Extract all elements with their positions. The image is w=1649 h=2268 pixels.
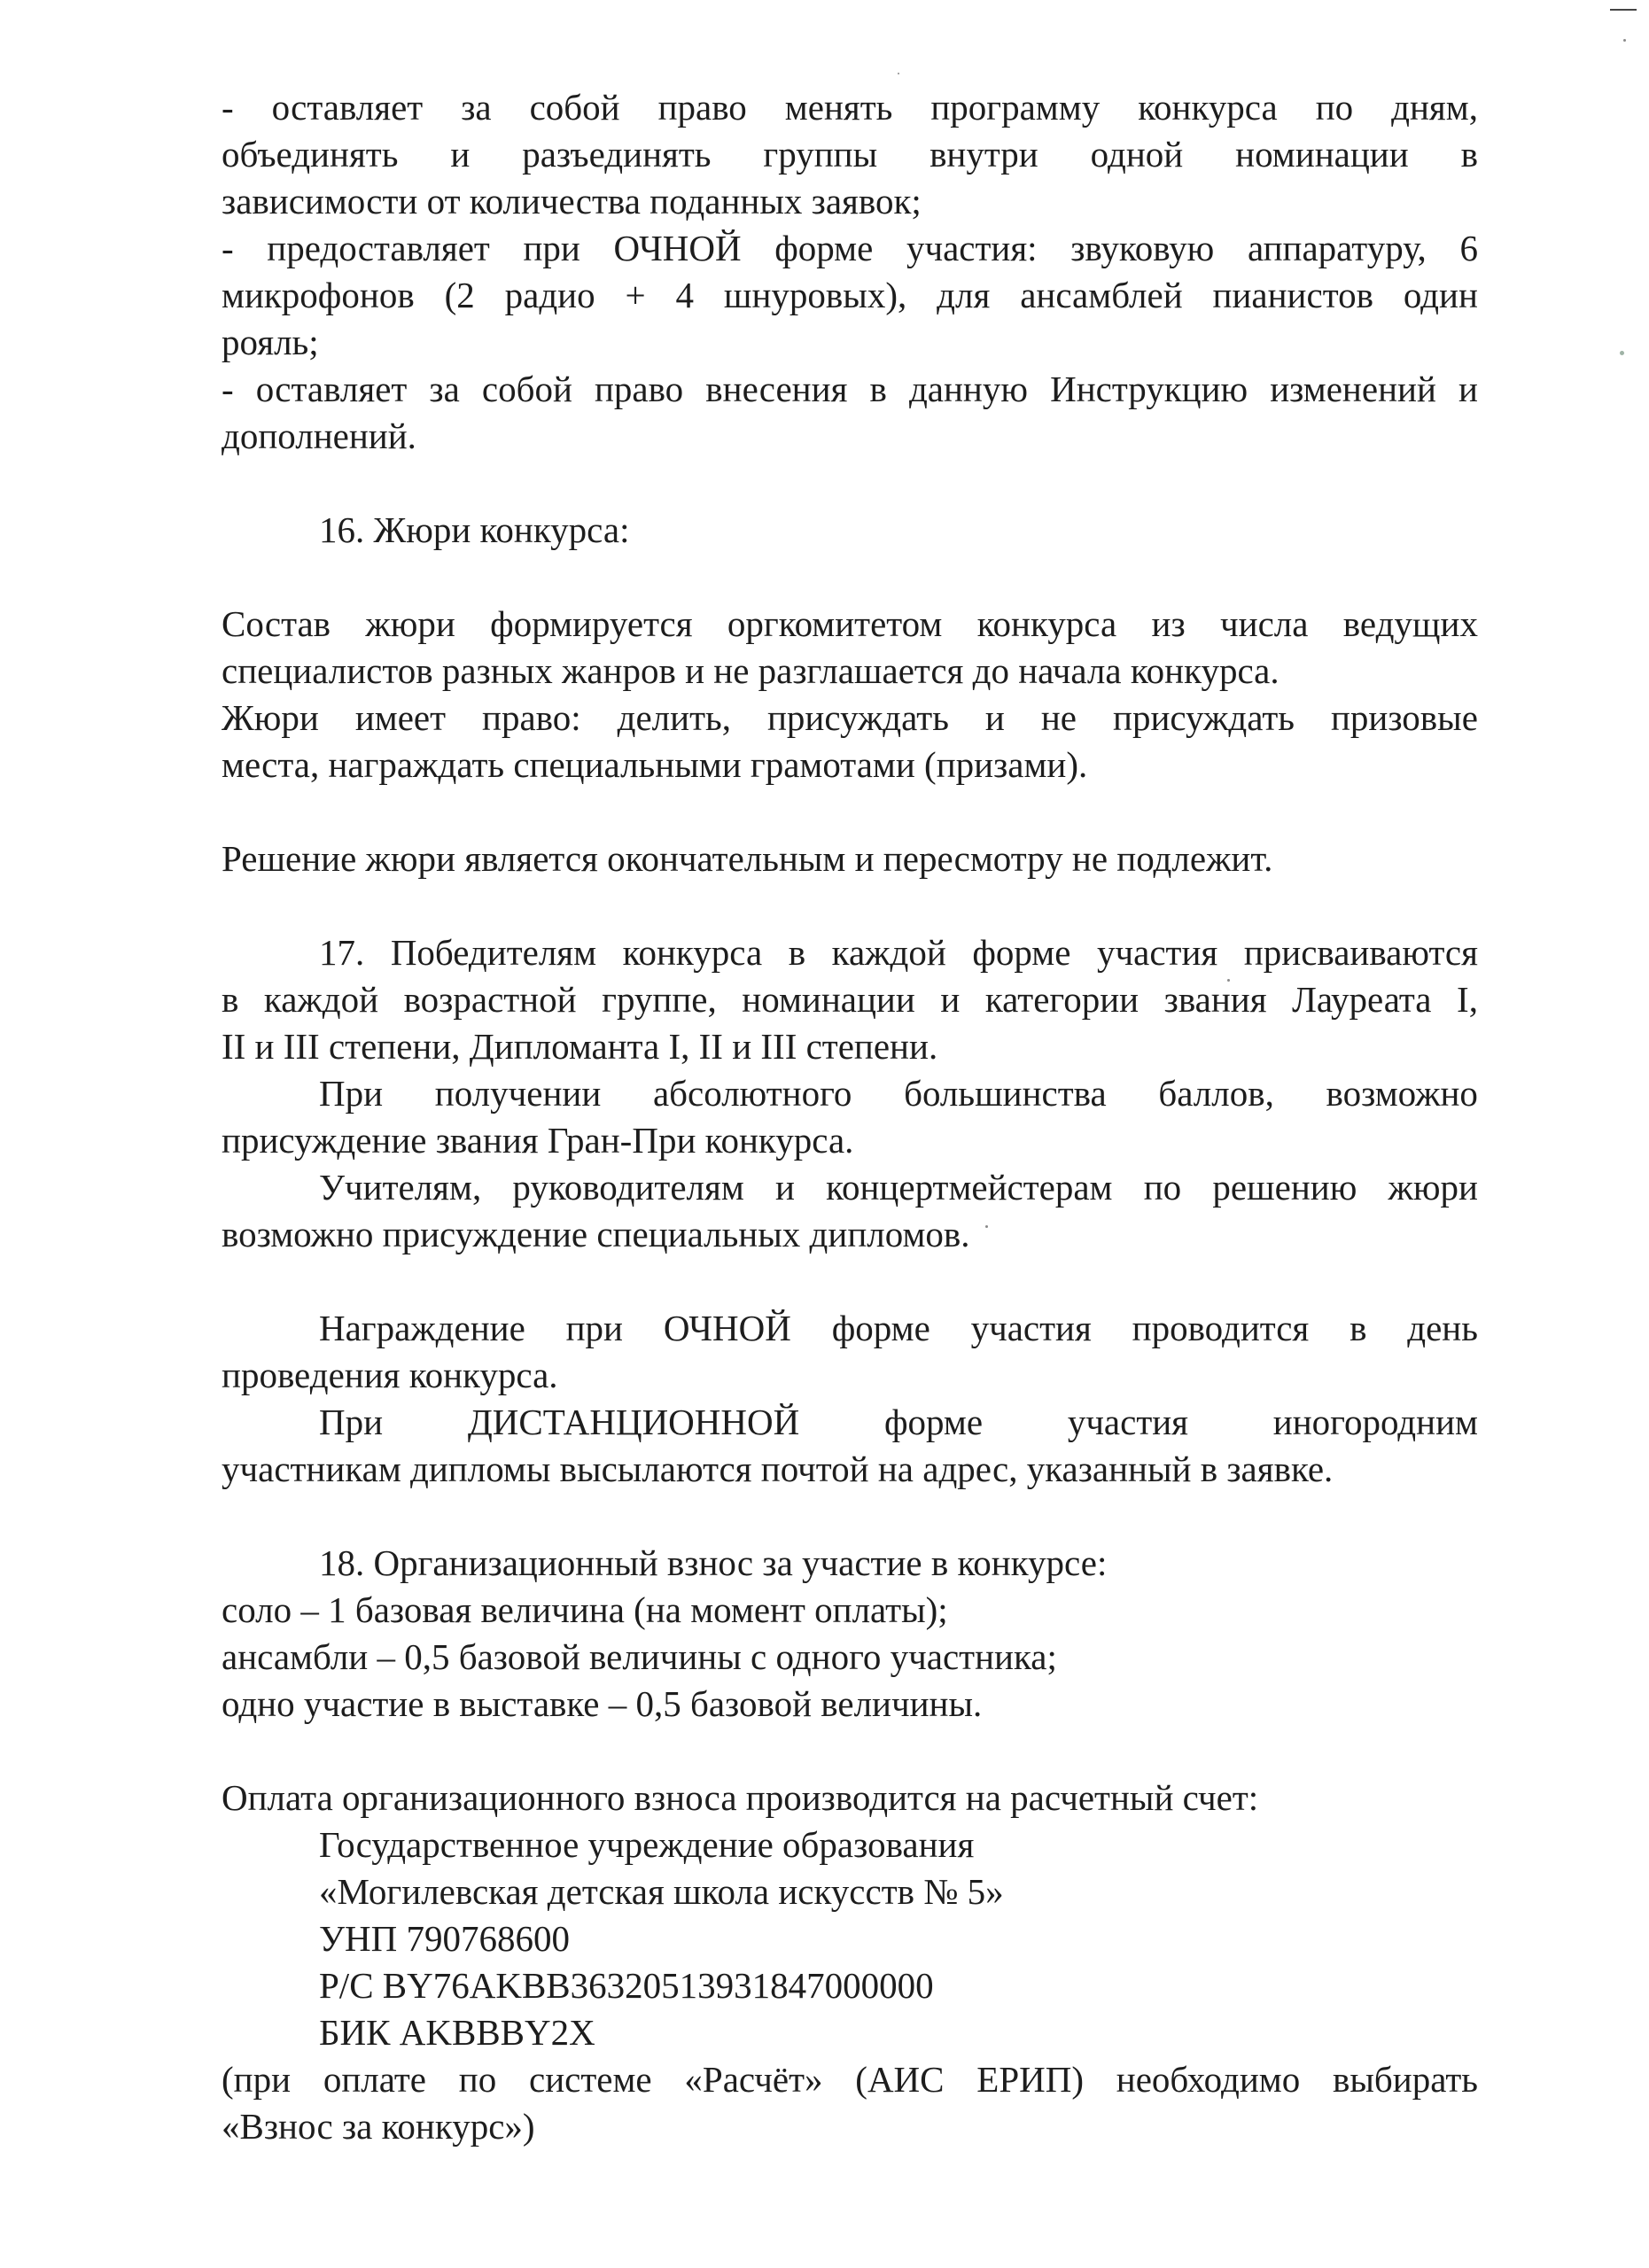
text-line: Государственное учреждение образования	[319, 1824, 975, 1865]
text-line: участникам дипломы высылаются почтой на адрес, указанный в заявке.	[222, 1449, 1334, 1489]
text-line: места, награждать специальными грамотами (призами).	[222, 744, 1088, 785]
paragraph-gap	[222, 554, 1478, 601]
text-line: «Могилевская детская школа искусств № 5»	[319, 1871, 1004, 1912]
text-line: 16. Жюри конкурса:	[319, 509, 630, 550]
text-line: Оплата организационного взноса производится на расчетный счет:	[222, 1777, 1259, 1818]
paragraph-gap	[222, 882, 1478, 929]
text-line: зависимости от количества поданных заявок;	[222, 181, 922, 221]
scan-edge-mark	[1610, 9, 1637, 11]
paragraph-winners	[222, 929, 1478, 1258]
document-body	[222, 84, 1478, 2150]
text-line: Учителям, руководителям и концертмейстерам по решению жюри	[319, 1167, 1478, 1208]
text-line: рояль;	[222, 322, 319, 362]
scan-speck	[1623, 39, 1626, 42]
text-line: ансамбли – 0,5 базовой величины с одного участника;	[222, 1636, 1057, 1677]
paragraph-gap	[222, 788, 1478, 835]
text-line: УНП 790768600	[319, 1918, 570, 1959]
text-line: 18. Организационный взнос за участие в конкурсе:	[319, 1542, 1108, 1583]
text-line: Решение жюри является окончательным и пересмотру не подлежит.	[222, 838, 1273, 879]
paragraph-gap	[222, 1258, 1478, 1305]
text-line: 17. Победителям конкурса в каждой форме участия присваиваются	[319, 932, 1478, 973]
text-line: дополнений.	[222, 416, 416, 456]
text-line: объединять и разъединять группы внутри одной номинации в	[222, 134, 1478, 175]
text-line: присуждение звания Гран-При конкурса.	[222, 1120, 854, 1161]
paragraph-gap	[222, 1728, 1478, 1775]
text-line: соло – 1 базовая величина (на момент оплаты);	[222, 1589, 948, 1630]
text-line: в каждой возрастной группе, номинации и категории звания Лауреата I,	[222, 979, 1478, 1020]
text-line: Награждение при ОЧНОЙ форме участия проводится в день	[319, 1308, 1478, 1348]
paragraph-gap	[222, 1493, 1478, 1540]
text-line: проведения конкурса.	[222, 1355, 558, 1395]
text-line: микрофонов (2 радио + 4 шнуровых), для ансамблей пианистов один	[222, 275, 1478, 315]
text-line: БИК AKBBBY2X	[319, 2012, 595, 2053]
text-line: одно участие в выставке – 0,5 базовой величины.	[222, 1683, 983, 1724]
text-line: - предоставляет при ОЧНОЙ форме участия: звуковую аппаратуру, 6	[222, 228, 1478, 268]
paragraph-payment	[222, 1775, 1478, 2150]
text-line: - оставляет за собой право внесения в данную Инструкцию изменений и	[222, 369, 1478, 409]
paragraph-jury-decision	[222, 835, 1478, 882]
text-line: - оставляет за собой право менять программу конкурса по дням,	[222, 87, 1478, 128]
text-line: При получении абсолютного большинства баллов, возможно	[319, 1073, 1478, 1114]
text-line: Состав жюри формируется оргкомитетом конкурса из числа ведущих	[222, 603, 1478, 644]
paragraph-org-rights	[222, 84, 1478, 460]
text-line: специалистов разных жанров и не разглашается до начала конкурса.	[222, 650, 1280, 691]
paragraph-jury-heading	[222, 507, 1478, 554]
text-line: Р/С BY76AKBB36320513931847000000	[319, 1965, 934, 2006]
text-line: Жюри имеет право: делить, присуждать и не присуждать призовые	[222, 697, 1478, 738]
text-line: II и III степени, Дипломанта I, II и III степени.	[222, 1026, 938, 1067]
text-line: При ДИСТАНЦИОННОЙ форме участия иногородним	[319, 1402, 1478, 1442]
paragraph-awards	[222, 1305, 1478, 1493]
text-line: (при оплате по системе «Расчёт» (АИС ЕРИП) необходимо выбирать	[222, 2059, 1478, 2100]
paragraph-jury-body	[222, 601, 1478, 788]
scan-speck	[1620, 351, 1624, 355]
text-line: «Взнос за конкурс»)	[222, 2106, 535, 2147]
paragraph-fee	[222, 1540, 1478, 1728]
text-line: возможно присуждение специальных дипломов.	[222, 1214, 970, 1254]
paragraph-gap	[222, 460, 1478, 507]
scan-speck	[898, 73, 899, 74]
